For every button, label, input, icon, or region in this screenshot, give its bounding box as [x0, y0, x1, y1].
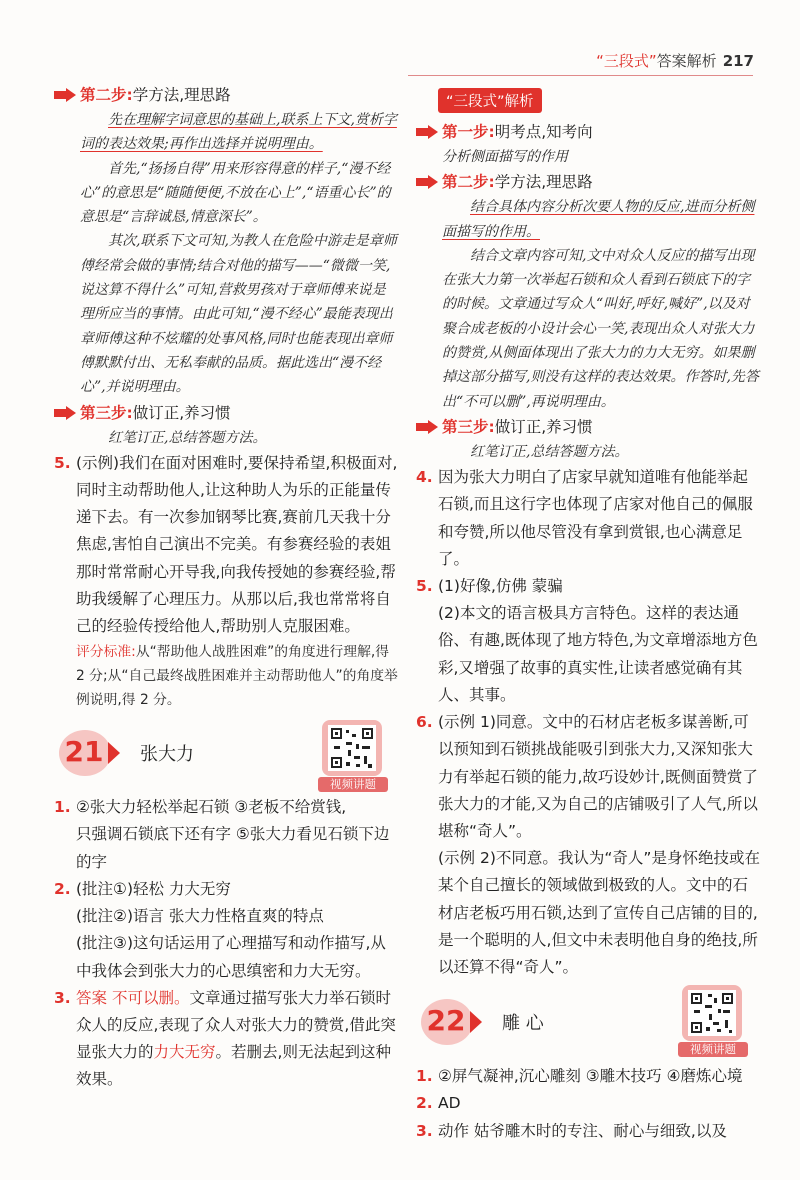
answer-3: 3. 动作 姑爷雕木时的专注、耐心与细致,以及 [416, 1121, 727, 1140]
analysis-paragraph-2: 其次,联系下文可知,为教人在危险中游走是章师傅经常会做的事情;结合对他的描写——“微微一笑,说这算不得什么”可知,营救男孩对于章师傅来说是理所应当的事情。由此可知,“漫不经心”最能表现出章师傅这种不炫耀的处事风格,同时也能表现出章师傅默默付出、无私奉献的品质。据此选出“漫不经心”,并说明理由。 [80, 233, 397, 396]
analysis-paragraph: 结合文章内容可知,文中对众人反应的描写出现在张大力第一次举起石锁和众人看到石锁底下的字的时候。文章通过写众人“叫好,呼好,喊好”,以及对聚合成老板的小设计会心一笑,表现出众人对张大力的赞赏,从侧面体现出了张大力的力大无穷。如果删掉这部分描写,则没有这样的表达效果。作答时,先答出“不可以删”,再说明理由。 [442, 247, 759, 410]
video-lecture-label: 视频讲题 [678, 1042, 748, 1057]
step-three-heading: 第三步:做订正,养习惯 [416, 414, 760, 440]
answer-4: 4. 因为张大力明白了店家早就知道唯有他能举起石锁,而且这行字也体现了店家对他自己的佩服和夸赞,所以他尽管没有拿到赏银,也心满意足了。 [416, 468, 753, 568]
right-column [416, 82, 760, 1145]
answer-6: 6. (示例 1)同意。文中的石材店老板多谋善断,可以预知到石锁挑战能吸引到张大力,又深知张大力有举起石锁的能力,故巧设妙计,既侧面赞赏了张大力的才能,又为自己的店铺吸引了人气,所以堪称“奇人”。 (示例 2)不同意。我认为“奇人”是身怀绝技或在某个自己擅长的领域做到极致的人。文中的石材店老板巧用石锁,达到了宣传自己店铺的目的,是一个聪明的人,但文中未表明他自身的绝技,所以还算不得“奇人”。 [416, 713, 760, 976]
qr-code-icon[interactable] [682, 985, 742, 1041]
step-one-heading: 第一步:明考点,知考向 [416, 119, 760, 145]
lesson-21-header [54, 712, 398, 794]
lesson-title: 张大力 [140, 744, 194, 766]
pointer-arrow-icon [416, 420, 438, 434]
step-three-text: 红笔订正,总结答题方法。 [108, 429, 267, 446]
answer-5: 5. (1)好像,仿佛 蒙骗 (2)本文的语言极具方言特色。这样的表达通俗、有趣,既体现了地方特色,为文章增添地方色彩,又增强了故事的真实性,让读者感觉确有其人、其事。 [416, 577, 758, 704]
lesson-22-header [416, 981, 760, 1063]
page-header [0, 0, 800, 80]
header-rule [408, 75, 753, 76]
lesson-number: 22 [426, 1004, 466, 1038]
section-tag: “三段式”解析 [438, 88, 542, 113]
page-number: 217 [722, 52, 754, 70]
step-two-method: 结合具体内容分析次要人物的反应,进而分析侧面描写的作用。 [442, 199, 755, 240]
step-two-heading: 第二步:学方法,理思路 [54, 82, 398, 108]
answer-2: 2. (批注①)轻松 力大无穷 (批注②)语言 张大力性格直爽的特点 (批注③)这句话运用了心理描写和动作描写,从中我体会到张大力的心思缜密和力大无穷。 [54, 879, 386, 980]
step-two-method: 先在理解字词意思的基础上,联系上下文,赏析字词的表达效果;再作出选择并说明理由。 [80, 112, 397, 153]
answer-1: 1. ②张大力轻松举起石锁 ③老板不给赏钱, 只强调石锁底下还有字 ⑤张大力看见石锁下边的字 [54, 798, 390, 871]
header-label: 答案解析 [656, 52, 717, 70]
qr-code-icon[interactable] [322, 720, 382, 776]
pointer-arrow-icon [416, 125, 438, 139]
answer-2: 2. AD [416, 1094, 461, 1113]
pointer-arrow-icon [54, 88, 76, 102]
step-three-text: 红笔订正,总结答题方法。 [470, 443, 629, 460]
answer-5: 5. (示例)我们在面对困难时,要保持希望,积极面对,同时主动帮助他人,让这种助人为乐的正能量传递下去。有一次参加钢琴比赛,赛前几天我十分焦虑,害怕自己演出不完美。有参赛经验的表姐那时常常耐心开导我,向我传授她的参赛经验,帮助我缓解了心理压力。从那以后,我也常常将自己的经验传授给他人,帮助别人克服困难。 [54, 453, 398, 636]
pointer-arrow-icon [54, 406, 76, 420]
left-column [54, 82, 398, 1094]
step-one-text: 分析侧面描写的作用 [442, 149, 568, 165]
video-lecture-label: 视频讲题 [318, 777, 388, 792]
lesson-number: 21 [64, 735, 104, 769]
answer-1: 1. ②屏气凝神,沉心雕刻 ③雕木技巧 ④磨炼心境 [416, 1067, 743, 1086]
scoring-criteria: 评分标准:从“帮助他人战胜困难”的角度进行理解,得 2 分;从“自己最终战胜困难并主动帮助他人”的角度举例说明,得 2 分。 [76, 644, 398, 709]
answer-3: 3. 答案 不可以删。文章通过描写张大力举石锁时众人的反应,表现了众人对张大力的赞赏,借此突显张大力的力大无穷。若删去,则无法起到这种效果。 [54, 988, 396, 1089]
header-tag: “三段式” [596, 52, 657, 70]
lesson-title: 雕 心 [502, 1013, 544, 1035]
step-three-heading: 第三步:做订正,养习惯 [54, 400, 398, 426]
analysis-paragraph-1: 首先,“扬扬自得”用来形容得意的样子,“漫不经心”的意思是“随随便便,不放在心上”,“语重心长”的意思是“言辞诚恳,情意深长”。 [80, 160, 391, 226]
step-two-heading: 第二步:学方法,理思路 [416, 169, 760, 195]
header-title [596, 50, 754, 71]
pointer-arrow-icon [416, 175, 438, 189]
